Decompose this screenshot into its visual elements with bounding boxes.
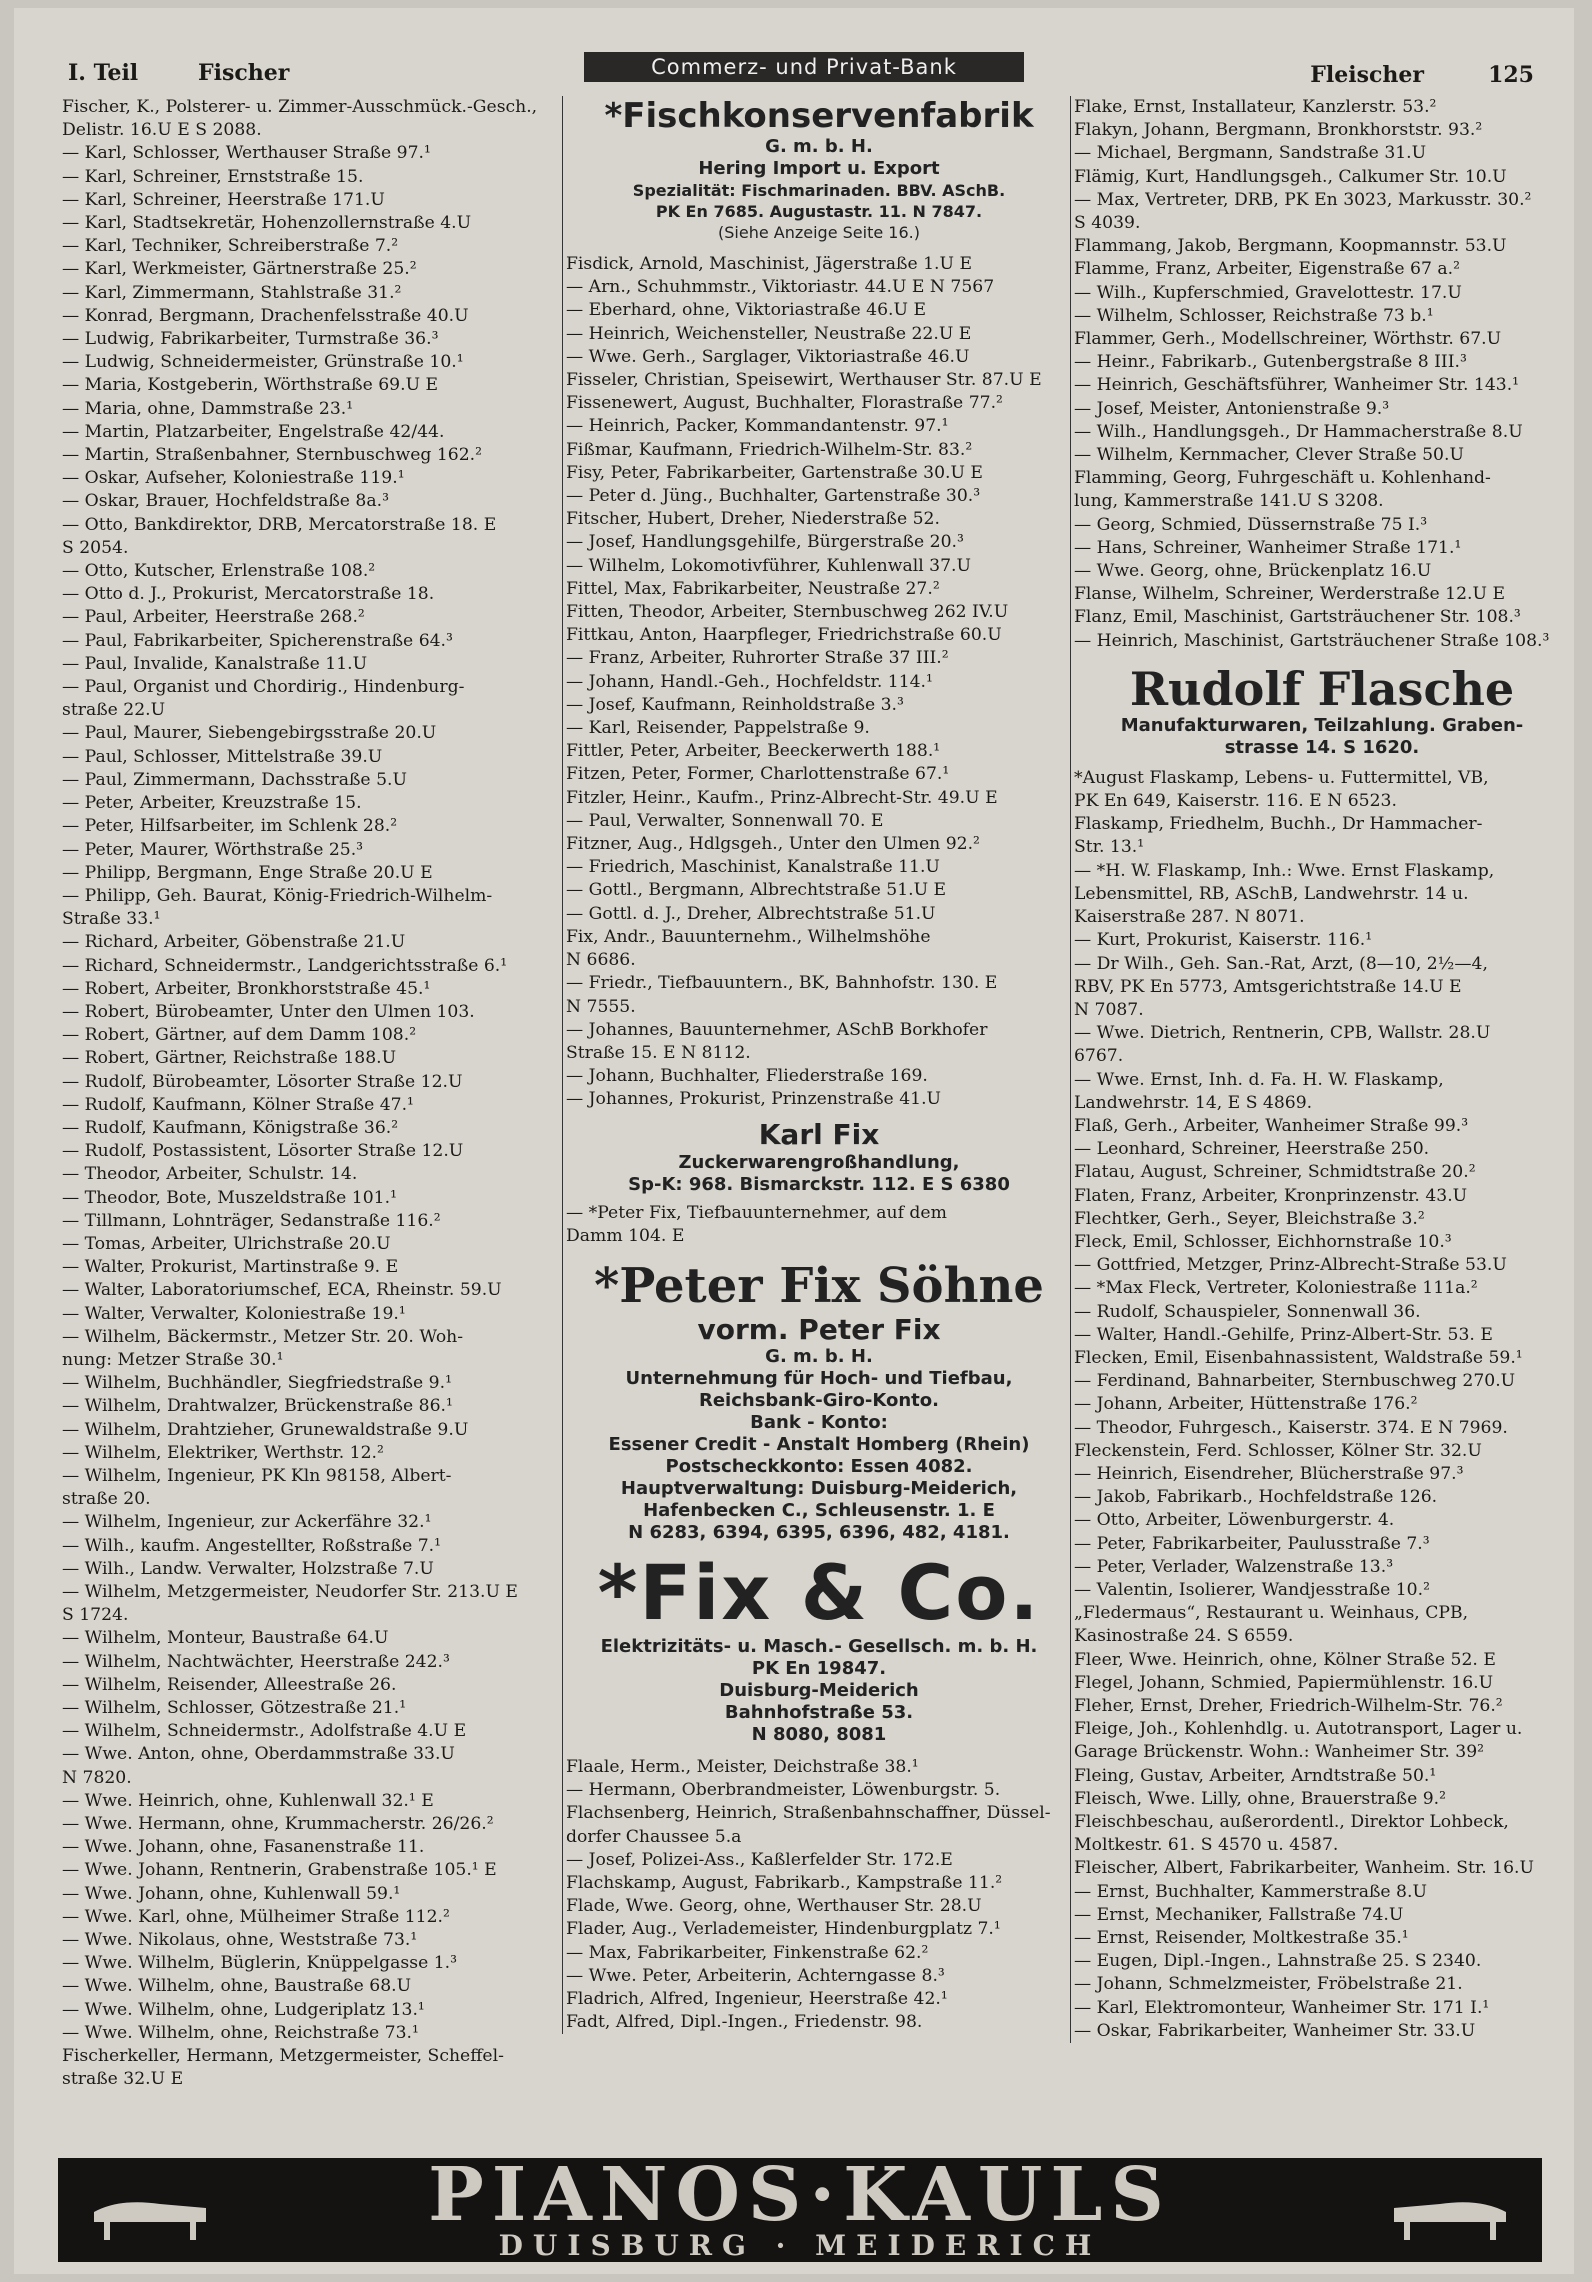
directory-entry: — Johannes, Prokurist, Prinzenstraße 41.U [566,1089,942,1110]
ad-line: N 6283, 6394, 6395, 6396, 482, 4181. [628,1521,1010,1543]
directory-entry: — Rudolf, Kaufmann, Königstraße 36.² [62,1117,399,1138]
directory-entry: Fißmar, Kaufmann, Friedrich-Wilhelm-Str. 83.² [566,439,973,460]
directory-entry: Flake, Ernst, Installateur, Kanzlerstr. 53.² [1074,97,1437,117]
directory-entry: — Wwe. Johann, Rentnerin, Grabenstraße 105.¹ E [62,1860,497,1881]
directory-entry: Fitten, Theodor, Arbeiter, Sternbuschweg 262 IV.U [566,602,1009,623]
directory-entry: Fleckenstein, Ferd. Schlosser, Kölner Str. 32.U [1074,1440,1482,1461]
directory-entry: — Wwe. Wilhelm, ohne, Reichstraße 73.¹ [62,2022,419,2043]
directory-entry: — Wilhelm, Elektriker, Werthstr. 12.² [62,1442,384,1463]
directory-entry: — Paul, Zimmermann, Dachsstraße 5.U [62,769,407,790]
directory-entry: N 7555. [566,996,636,1017]
directory-entry: Flamming, Georg, Fuhrgeschäft u. Kohlenhand- [1074,468,1491,489]
directory-entry: — Georg, Schmied, Düssernstraße 75 I.³ [1074,514,1428,535]
directory-entry: — Peter, Fabrikarbeiter, Paulusstraße 7.³ [1074,1533,1430,1554]
directory-entry: — Paul, Schlosser, Mittelstraße 39.U [62,746,383,767]
directory-entry: Flechtker, Gerh., Seyer, Bleichstraße 3.² [1074,1208,1425,1229]
directory-entry: — Wilhelm, Ingenieur, PK Kln 98158, Albert- [62,1465,452,1486]
directory-entry: — Paul, Organist und Chordirig., Hindenburg- [62,677,465,698]
directory-entry: Fittkau, Anton, Haarpfleger, Friedrichstraße 60.U [566,625,1002,646]
directory-entry: — Gottl., Bergmann, Albrechtstraße 51.U E [566,880,947,901]
directory-entry: — Robert, Gärtner, auf dem Damm 108.² [62,1025,417,1046]
directory-entry: — Wilhelm, Monteur, Baustraße 64.U [62,1628,389,1649]
directory-entry: — Karl, Zimmermann, Stahlstraße 31.² [62,282,402,303]
directory-entry: Fadt, Alfred, Dipl.-Ingen., Friedenstr. 98. [566,2012,923,2033]
directory-entry: Fleher, Ernst, Dreher, Friedrich-Wilhelm-Str. 76.² [1074,1696,1503,1716]
directory-entry: Fladrich, Alfred, Ingenieur, Heerstraße 42.¹ [566,1988,948,2009]
directory-entry: — Karl, Stadtsekretär, Hohenzollernstraße 4.U [62,213,472,234]
directory-entry: N 7087. [1074,999,1144,1020]
ad-fix-and-co [566,1547,1072,1746]
directory-entry: Fix, Andr., Bauunternehm., Wilhelmshöhe [566,926,931,947]
directory-entry: Flanz, Emil, Maschinist, Gartsträuchener Str. 108.³ [1074,607,1521,628]
directory-entry: — Arn., Schuhmmstr., Viktoriastr. 44.U E N 7567 [566,277,995,298]
directory-entry: — Wilhelm, Buchhändler, Siegfriedstraße 9.¹ [62,1373,452,1394]
ad-title: *Fix & Co. [597,1547,1041,1637]
directory-entry: Fleing, Gustav, Arbeiter, Arndtstraße 50.¹ [1074,1765,1437,1786]
directory-entry: — Wilh., Handlungsgeh., Dr Hammacherstraße 8.U [1074,421,1523,442]
directory-entry: — Wilhelm, Metzgermeister, Neudorfer Str. 213.U E [62,1582,518,1602]
directory-entry: — Wwe. Wilhelm, ohne, Ludgeriplatz 13.¹ [62,1999,425,2020]
directory-entry: Straße 15. E N 8112. [566,1042,751,1063]
directory-entry: — Valentin, Isolierer, Wandjesstraße 10.² [1074,1579,1430,1600]
directory-entry: — Theodor, Fuhrgesch., Kaiserstr. 374. E N 7969. [1074,1417,1508,1438]
ad-line: G. m. b. H. [765,1345,873,1367]
directory-entry: — Wilhelm, Schneidermstr., Adolfstraße 4.U E [62,1721,467,1742]
ad-line: Bank - Konto: [750,1411,888,1433]
ad-line: G. m. b. H. [765,136,873,157]
directory-entry: — Wwe. Johann, ohne, Fasanenstraße 11. [62,1837,425,1858]
directory-entry: Fitzner, Aug., Hdlgsgeh., Unter den Ulmen 92.² [566,834,980,855]
directory-entry: Fisdick, Arnold, Maschinist, Jägerstraße 1.U E [566,254,972,274]
part-label: I. Teil [68,60,139,86]
directory-entry: — Paul, Fabrikarbeiter, Spicherenstraße 64.³ [62,630,453,651]
directory-entry: — Wwe. Gerh., Sarglager, Viktoriastraße 46.U [566,346,970,367]
directory-entry: — Franz, Arbeiter, Ruhrorter Straße 37 III.² [566,648,949,669]
directory-entry: Fissenewert, August, Buchhalter, Florastraße 77.² [566,393,1003,414]
ad-line: N 8080, 8081 [751,1723,887,1745]
directory-entry: — Walter, Laboratoriumschef, ECA, Rheinstr. 59.U [62,1280,502,1301]
ad-subtitle: vorm. Peter Fix [697,1312,941,1346]
page-number: 125 [1488,62,1534,88]
directory-entry: — Michael, Bergmann, Sandstraße 31.U [1074,143,1427,164]
directory-entry: — Rudolf, Kaufmann, Kölner Straße 47.¹ [62,1094,414,1115]
directory-entry: — Wwe. Hermann, ohne, Krummacherstr. 26/26.² [62,1814,494,1835]
column-1 [62,96,562,2091]
directory-entry: — Wwe. Heinrich, ohne, Kuhlenwall 32.¹ E [62,1790,434,1811]
ad-line: Hauptverwaltung: Duisburg-Meiderich, [620,1477,1018,1499]
footer-title: PIANOS·KAULS [428,2152,1172,2238]
ad-rudolf-flasche [1074,663,1570,759]
directory-entry: Flaale, Herm., Meister, Deichstraße 38.¹ [566,1756,919,1777]
directory-entry: — Wilhelm, Drahtwalzer, Brückenstraße 86.¹ [62,1396,453,1417]
directory-entry: — Leonhard, Schreiner, Heerstraße 250. [1074,1139,1430,1160]
directory-entry: Fleischbeschau, außerordentl., Direktor Lohbeck, [1074,1812,1509,1833]
directory-entry: Fleck, Emil, Schlosser, Eichhornstraße 10.³ [1074,1231,1452,1252]
directory-entry: *August Flaskamp, Lebens- u. Futtermittel, VB, [1074,767,1489,788]
directory-entry: Fittler, Peter, Arbeiter, Beeckerwerth 188.¹ [566,741,941,762]
directory-entry: — Karl, Elektromonteur, Wanheimer Str. 171 I.¹ [1074,1997,1490,2018]
directory-entry: — Karl, Schreiner, Heerstraße 171.U [62,189,385,210]
directory-entry: Flaskamp, Friedhelm, Buchh., Dr Hammacher- [1074,814,1483,835]
directory-entry: — Wilhelm, Schlosser, Götzestraße 21.¹ [62,1698,407,1719]
directory-entry: — Peter, Hilfsarbeiter, im Schlenk 28.² [62,816,398,837]
directory-entry: — Peter, Arbeiter, Kreuzstraße 15. [62,793,362,814]
directory-entry: — Tillmann, Lohnträger, Sedanstraße 116.² [62,1210,441,1231]
bank-banner: Commerz- und Privat-Bank [584,52,1024,82]
directory-entry: — Tomas, Arbeiter, Ulrichstraße 20.U [62,1233,391,1254]
directory-entry: Fittel, Max, Fabrikarbeiter, Neustraße 27.² [566,578,940,599]
ad-peter-fix-soehne [566,1258,1072,1544]
directory-entry: Fisy, Peter, Fabrikarbeiter, Gartenstraße 30.U E [566,462,983,483]
directory-entry: — Wilh., Kupferschmied, Gravelottestr. 17.U [1074,282,1462,303]
directory-entry: 6767. [1074,1046,1124,1067]
directory-entry: Delistr. 16.U E S 2088. [62,120,262,141]
ad-line: Elektrizitäts- u. Masch.- Gesellsch. m. b. H. [600,1635,1038,1657]
directory-entry: — Richard, Arbeiter, Göbenstraße 21.U [62,932,406,953]
ad-line: Duisburg-Meiderich [719,1679,919,1701]
directory-entry: — Wilhelm, Ingenieur, zur Ackerfähre 32.¹ [62,1512,432,1533]
directory-entry: — Rudolf, Postassistent, Lösorter Straße 12.U [62,1141,464,1162]
ad-line: Unternehmung für Hoch- und Tiefbau, [625,1367,1013,1389]
directory-entry: Fleige, Joh., Kohlenhdlg. u. Autotransport, Lager u. [1074,1719,1523,1740]
directory-entry: lung, Kammerstraße 141.U S 3208. [1074,491,1384,512]
directory-entry: — Gottl. d. J., Dreher, Albrechtstraße 51.U [566,903,936,924]
directory-entry: — Wilhelm, Bäckermstr., Metzer Str. 20. Woh- [62,1326,464,1347]
directory-entry: — *H. W. Flaskamp, Inh.: Wwe. Ernst Flaskamp, [1074,860,1495,881]
ad-line: PK En 7685. Augustastr. 11. N 7847. [655,202,983,221]
footer-subtitle: DUISBURG · MEIDERICH [498,2229,1102,2262]
directory-entry: — Wilhelm, Lokomotivführer, Kuhlenwall 37.U [566,555,971,576]
directory-entry: S 1724. [62,1605,129,1626]
directory-entry: Fitzen, Peter, Former, Charlottenstraße 67.¹ [566,764,950,785]
directory-entry: — Philipp, Bergmann, Enge Straße 20.U E [62,862,433,883]
directory-entry: — Friedr., Tiefbauuntern., BK, Bahnhofstr. 130. E [566,973,998,994]
directory-entry: — Wwe. Wilhelm, ohne, Baustraße 68.U [62,1976,412,1997]
directory-entry: — Kurt, Prokurist, Kaiserstr. 116.¹ [1074,930,1373,951]
directory-entry: — Heinrich, Maschinist, Gartsträuchener Straße 108.³ [1074,630,1550,651]
ad-title: Karl Fix [758,1117,880,1151]
piano-icon [90,2198,210,2242]
ad-title: *Fischkonservenfabrik [604,96,1034,136]
directory-entry: — Karl, Werkmeister, Gärtnerstraße 25.² [62,259,417,280]
directory-entry: — Ernst, Reisender, Moltkestraße 35.¹ [1074,1928,1409,1949]
directory-entry: — Wwe. Karl, ohne, Mülheimer Straße 112.² [62,1906,450,1927]
ad-line: Essener Credit - Anstalt Homberg (Rhein) [608,1433,1030,1455]
directory-entry: RBV, PK En 5773, Amtsgerichtstraße 14.U E [1074,976,1462,997]
directory-entry: — Theodor, Arbeiter, Schulstr. 14. [62,1164,358,1185]
directory-entry: — Wilhelm, Drahtzieher, Grunewaldstraße 9.U [62,1419,469,1440]
directory-entry: — Paul, Invalide, Kanalstraße 11.U [62,653,368,674]
directory-entry: — Josef, Meister, Antonienstraße 9.³ [1074,398,1390,419]
directory-entry: Flachskamp, August, Fabrikarb., Kampstraße 11.² [566,1872,1003,1893]
entries-block [1074,767,1570,2043]
directory-entry: „Fledermaus“, Restaurant u. Weinhaus, CPB, [1074,1603,1469,1624]
directory-entry: — Heinrich, Weichensteller, Neustraße 22.U E [566,323,972,344]
directory-entry: Kasinostraße 24. S 6559. [1074,1626,1294,1647]
directory-entry: Fleischer, Albert, Fabrikarbeiter, Wanheim. Str. 16.U [1074,1858,1534,1879]
directory-entry: — Rudolf, Schauspieler, Sonnenwall 36. [1074,1301,1421,1322]
directory-entry: Fleisch, Wwe. Lilly, ohne, Brauerstraße 9.² [1074,1788,1446,1809]
directory-entry: Garage Brückenstr. Wohn.: Wanheimer Str. 39² [1074,1742,1485,1763]
directory-entry: — Oskar, Fabrikarbeiter, Wanheimer Str. 33.U [1074,2020,1476,2041]
ad-title: Rudolf Flasche [1129,661,1515,716]
directory-entry: — Martin, Straßenbahner, Sternbuschweg 162.² [62,445,483,466]
directory-entry: Moltkestr. 61. S 4570 u. 4587. [1074,1835,1339,1856]
ad-line: Reichsbank-Giro-Konto. [698,1389,939,1411]
directory-entry: — Ernst, Mechaniker, Fallstraße 74.U [1074,1904,1404,1925]
directory-entry: — Wwe. Ernst, Inh. d. Fa. H. W. Flaskamp, [1074,1069,1444,1090]
entries-block [1074,96,1570,653]
directory-entry: — Heinr., Fabrikarb., Gutenbergstraße 8 III.³ [1074,352,1467,373]
directory-entry: — Theodor, Bote, Muszeldstraße 101.¹ [62,1187,397,1208]
directory-entry: Flakyn, Johann, Bergmann, Bronkhorststr. 93.² [1074,120,1483,141]
directory-entry: — Paul, Maurer, Siebengebirgsstraße 20.U [62,723,437,744]
directory-entry: Flaten, Franz, Arbeiter, Kronprinzenstr. 43.U [1074,1185,1468,1206]
ad-line: Sp-K: 968. Bismarckstr. 112. E S 6380 [628,1173,1010,1195]
column-3 [1070,96,1570,2043]
directory-entry: — Ferdinand, Bahnarbeiter, Sternbuschweg 270.U [1074,1371,1516,1392]
ad-fischkonservenfabrik [566,96,1072,243]
directory-entry: — Wilh., Landw. Verwalter, Holzstraße 7.U [62,1558,434,1579]
directory-entry: — Peter, Maurer, Wörthstraße 25.³ [62,839,364,860]
piano-icon [1390,2198,1510,2242]
directory-entry: — Max, Fabrikarbeiter, Finkenstraße 62.² [566,1942,929,1963]
directory-entry: — Paul, Arbeiter, Heerstraße 268.² [62,607,365,628]
directory-entry: — Maria, ohne, Dammstraße 23.¹ [62,398,354,419]
directory-entry: — Hermann, Oberbrandmeister, Löwenburgstr. 5. [566,1780,1001,1801]
directory-entry: dorfer Chaussee 5.a [566,1826,742,1847]
directory-entry: — Wilhelm, Reisender, Alleestraße 26. [62,1674,397,1695]
directory-entry: — Hans, Schreiner, Wanheimer Straße 171.¹ [1074,537,1462,558]
directory-entry: — Wwe. Nikolaus, ohne, Weststraße 73.¹ [62,1930,418,1951]
directory-entry: S 4039. [1074,213,1141,234]
directory-entry: Landwehrstr. 14, E S 4869. [1074,1092,1313,1113]
directory-entry: — Max, Vertreter, DRB, PK En 3023, Markusstr. 30.² [1074,189,1532,210]
directory-entry: — Heinrich, Geschäftsführer, Wanheimer Str. 143.¹ [1074,375,1520,396]
directory-entry: — Wwe. Peter, Arbeiterin, Achterngasse 8.³ [566,1965,945,1986]
directory-entry: — Wilhelm, Schlosser, Reichstraße 73 b.¹ [1074,305,1434,326]
directory-entry: Flader, Aug., Verlademeister, Hindenburgplatz 7.¹ [566,1919,1001,1940]
directory-entry: Flamme, Franz, Arbeiter, Eigenstraße 67 a.² [1074,259,1460,280]
directory-entry: — Wwe. Wilhelm, Büglerin, Knüppelgasse 1.³ [62,1953,457,1974]
directory-entry: — Otto, Bankdirektor, DRB, Mercatorstraße 18. E [62,514,497,535]
section-right: Fleischer [1310,62,1424,88]
ad-line: (Siehe Anzeige Seite 16.) [718,223,920,242]
directory-entry: — *Max Fleck, Vertreter, Koloniestraße 111a.² [1074,1278,1478,1299]
directory-entry: — Walter, Handl.-Gehilfe, Prinz-Albert-Str. 53. E [1074,1324,1493,1345]
directory-entry: Kaiserstraße 287. N 8071. [1074,907,1305,928]
directory-entry: Flämig, Kurt, Handlungsgeh., Calkumer Str. 10.U [1074,166,1507,187]
directory-entry: — Robert, Arbeiter, Bronkhorststraße 45.¹ [62,978,431,999]
directory-entry: — Jakob, Fabrikarb., Hochfeldstraße 126. [1074,1487,1438,1508]
footer-advertisement [58,2152,1542,2262]
directory-entry: Flammang, Jakob, Bergmann, Koopmannstr. 53.U [1074,236,1507,257]
directory-entry: — Rudolf, Bürobeamter, Lösorter Straße 12.U [62,1071,463,1092]
directory-entry: — Josef, Handlungsgehilfe, Bürgerstraße 20.³ [566,532,964,553]
directory-entry: Straße 33.¹ [62,909,161,930]
ad-line: PK En 19847. [751,1657,887,1679]
directory-entry: Damm 104. E [566,1225,685,1246]
directory-entry: straße 22.U [62,700,166,721]
entries-block [566,1756,1072,2034]
directory-entry: — Konrad, Bergmann, Drachenfelsstraße 40.U [62,305,469,326]
directory-entry: — Walter, Prokurist, Martinstraße 9. E [62,1257,399,1278]
directory-entry: — Wilh., kaufm. Angestellter, Roßstraße 7.¹ [62,1535,442,1556]
directory-entry: — Karl, Schreiner, Ernststraße 15. [62,166,364,187]
directory-entry: Str. 13.¹ [1074,837,1145,858]
directory-entry: — Otto, Arbeiter, Löwenburgerstr. 4. [1074,1510,1395,1531]
directory-entry: — Johannes, Bauunternehmer, ASchB Borkhofer [566,1019,988,1040]
directory-entry: — Richard, Schneidermstr., Landgerichtsstraße 6.¹ [62,955,508,976]
directory-entry: — Heinrich, Eisendreher, Blücherstraße 97.³ [1074,1463,1464,1484]
directory-entry: straße 32.U E [62,2069,184,2090]
directory-entry: Flammer, Gerh., Modellschreiner, Wörthstr. 67.U [1074,329,1502,350]
directory-entry: Flachsenberg, Heinrich, Straßenbahnschaffner, Düssel- [566,1803,1051,1824]
directory-entry: — Gottfried, Metzger, Prinz-Albrecht-Straße 53.U [1074,1255,1507,1276]
directory-entry: — Walter, Verwalter, Koloniestraße 19.¹ [62,1303,406,1324]
directory-entry: PK En 649, Kaiserstr. 116. E N 6523. [1074,791,1397,812]
ad-line: Hafenbecken C., Schleusenstr. 1. E [643,1499,995,1521]
ad-line: Manufakturwaren, Teilzahlung. Graben- [1120,714,1524,736]
ad-line: strasse 14. S 1620. [1224,736,1420,758]
ad-line: Postscheckkonto: Essen 4082. [665,1455,973,1477]
directory-entry: — Dr Wilh., Geh. San.-Rat, Arzt, (8—10, 2½—4, [1074,953,1488,974]
directory-entry: Fleer, Wwe. Heinrich, ohne, Kölner Straße 52. E [1074,1649,1496,1670]
directory-entry: — Johann, Handl.-Geh., Hochfeldstr. 114.¹ [566,671,933,692]
ad-line: Hering Import u. Export [698,158,940,179]
ad-karl-fix [566,1118,1072,1196]
directory-entry: — Eugen, Dipl.-Ingen., Lahnstraße 25. S 2340. [1074,1951,1482,1972]
directory-entry: — Wwe. Johann, ohne, Kuhlenwall 59.¹ [62,1883,401,1904]
directory-page [14,8,1574,2274]
directory-entry: — Karl, Techniker, Schreiberstraße 7.² [62,236,399,257]
directory-entry: — Oskar, Aufseher, Koloniestraße 119.¹ [62,468,405,489]
directory-entry: — Robert, Bürobeamter, Unter den Ulmen 103. [62,1001,475,1022]
directory-entry: — Wwe. Georg, ohne, Brückenplatz 16.U [1074,561,1432,582]
directory-entry: nung: Metzer Straße 30.¹ [62,1349,284,1370]
directory-entry: — Wilhelm, Kernmacher, Clever Straße 50.U [1074,445,1464,466]
section-left: Fischer [198,60,290,86]
directory-entry: Flecken, Emil, Eisenbahnassistent, Waldstraße 59.¹ [1074,1347,1523,1368]
directory-entry: Flanse, Wilhelm, Schreiner, Werderstraße 12.U E [1074,584,1506,605]
ad-line: Bahnhofstraße 53. [724,1701,914,1723]
directory-entry: S 2054. [62,537,129,558]
directory-entry: — Oskar, Brauer, Hochfeldstraße 8a.³ [62,491,389,512]
entries-block [566,1202,1072,1248]
directory-entry: Flatau, August, Schreiner, Schmidtstraße 20.² [1074,1162,1476,1183]
ad-line: Spezialität: Fischmarinaden. BBV. ASchB. [632,181,1006,200]
directory-entry: — Eberhard, ohne, Viktoriastraße 46.U E [566,300,927,321]
directory-entry: — Peter d. Jüng., Buchhalter, Gartenstraße 30.³ [566,486,981,507]
ad-title: *Peter Fix Söhne [594,1257,1044,1314]
directory-entry: straße 20. [62,1489,151,1510]
directory-entry: — Robert, Gärtner, Reichstraße 188.U [62,1048,397,1069]
directory-entry: N 7820. [62,1767,132,1788]
directory-entry: — Josef, Polizei-Ass., Kaßlerfelder Str. 172.E [566,1849,953,1870]
directory-entry: — Otto d. J., Prokurist, Mercatorstraße 18. [62,584,435,605]
directory-entry: Fischer, K., Polsterer- u. Zimmer-Ausschmück.-Gesch., [62,97,538,117]
directory-entry: — Philipp, Geh. Baurat, König-Friedrich-Wilhelm- [62,885,493,906]
directory-entry: — Heinrich, Packer, Kommandantenstr. 97.¹ [566,416,949,437]
directory-entry: Flegel, Johann, Schmied, Papiermühlenstr. 16.U [1074,1672,1494,1693]
directory-entry: Fitscher, Hubert, Dreher, Niederstraße 52. [566,509,940,530]
directory-entry: — Ernst, Buchhalter, Kammerstraße 8.U [1074,1881,1427,1902]
ad-line: Zuckerwarengroßhandlung, [678,1151,960,1173]
directory-entry: — Karl, Schlosser, Werthauser Straße 97.¹ [62,143,431,164]
directory-entry: Flaß, Gerh., Arbeiter, Wanheimer Straße 99.³ [1074,1115,1469,1136]
directory-entry: Fischerkeller, Hermann, Metzgermeister, Scheffel- [62,2046,504,2067]
directory-entry: — Maria, Kostgeberin, Wörthstraße 69.U E [62,375,439,396]
directory-entry: — Ludwig, Schneidermeister, Grünstraße 10.¹ [62,352,464,373]
directory-entry: — Johann, Buchhalter, Fliederstraße 169. [566,1066,928,1087]
directory-entry: — Josef, Kaufmann, Reinholdstraße 3.³ [566,694,904,715]
directory-entry: — Karl, Reisender, Pappelstraße 9. [566,718,870,739]
entries-block [566,253,1072,1112]
directory-entry: — Martin, Platzarbeiter, Engelstraße 42/44. [62,421,445,442]
column-2 [562,96,1072,2034]
directory-entry: — Otto, Kutscher, Erlenstraße 108.² [62,561,376,582]
directory-entry: Lebensmittel, RB, ASchB, Landwehrstr. 14 u. [1074,883,1469,904]
directory-entry: — Wwe. Dietrich, Rentnerin, CPB, Wallstr. 28.U [1074,1023,1491,1044]
directory-entry: — Ludwig, Fabrikarbeiter, Turmstraße 36.³ [62,329,439,350]
directory-entry: — Peter, Verlader, Walzenstraße 13.³ [1074,1556,1394,1577]
directory-entry: Fisseler, Christian, Speisewirt, Werthauser Str. 87.U E [566,370,1042,391]
directory-entry: — *Peter Fix, Tiefbauunternehmer, auf dem [566,1202,947,1223]
directory-entry: — Friedrich, Maschinist, Kanalstraße 11.U [566,857,940,878]
directory-entry: — Wwe. Anton, ohne, Oberdammstraße 33.U [62,1744,455,1765]
directory-entry: — Paul, Verwalter, Sonnenwall 70. E [566,810,884,831]
directory-entry: Fitzler, Heinr., Kaufm., Prinz-Albrecht-Str. 49.U E [566,787,998,808]
directory-entry: — Johann, Schmelzmeister, Fröbelstraße 21. [1074,1974,1463,1995]
directory-entry: N 6686. [566,950,636,971]
directory-entry: Flade, Wwe. Georg, ohne, Werthauser Str. 28.U [566,1896,982,1917]
directory-entry: — Johann, Arbeiter, Hüttenstraße 176.² [1074,1394,1418,1415]
directory-entry: — Wilhelm, Nachtwächter, Heerstraße 242.³ [62,1651,450,1672]
